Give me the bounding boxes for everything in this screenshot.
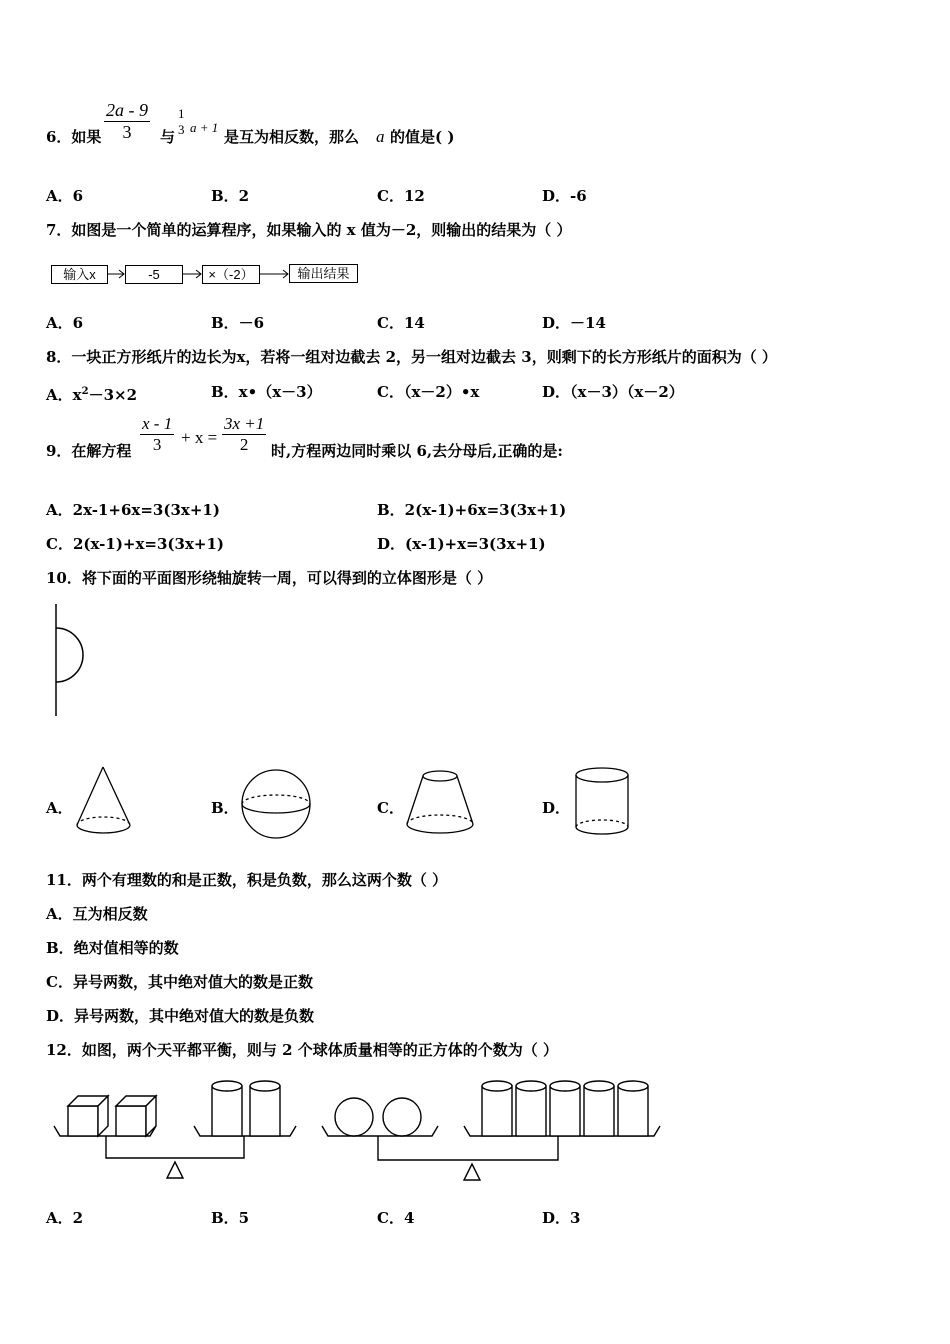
balance-scale-right bbox=[322, 1074, 672, 1184]
q11-option-a[interactable]: A．互为相反数 bbox=[46, 905, 148, 923]
q9-suffix: 时,方程两边同时乘以 6,去分母后,正确的是: bbox=[271, 442, 563, 460]
q7-stem: 7．如图是一个简单的运算程序，如果输入的 x 值为－2，则输出的结果为（ ） bbox=[46, 221, 572, 239]
q12-option-a[interactable]: A．2 bbox=[46, 1209, 84, 1227]
q7-option-c[interactable]: C．14 bbox=[377, 314, 425, 332]
q11-option-d[interactable]: D．异号两数，其中绝对值大的数是负数 bbox=[46, 1007, 315, 1025]
q6-fraction-2: 1 3 bbox=[178, 106, 185, 137]
q6-suffix: 是互为相反数，那么 bbox=[224, 128, 360, 146]
q6-option-b[interactable]: B．2 bbox=[211, 187, 250, 205]
q6-option-c[interactable]: C．12 bbox=[377, 187, 425, 205]
q10-option-b[interactable]: B． bbox=[211, 799, 239, 817]
frustum-shape bbox=[404, 767, 476, 839]
q6-option-a[interactable]: A．6 bbox=[46, 187, 84, 205]
sphere-shape bbox=[240, 768, 312, 840]
flow-box-minus5: -5 bbox=[125, 265, 183, 284]
q6-fraction-2-tail: a + 1 bbox=[190, 120, 219, 135]
q7-option-d[interactable]: D．－14 bbox=[542, 314, 606, 332]
q11-option-c[interactable]: C．异号两数，其中绝对值大的数是正数 bbox=[46, 973, 313, 991]
q9-option-c[interactable]: C．2(x-1)+x=3(3x+1) bbox=[46, 535, 225, 553]
q10-option-a[interactable]: A． bbox=[46, 799, 73, 817]
q6-end: 的值是( ) bbox=[390, 128, 455, 146]
q10-stem: 10．将下面的平面图形绕轴旋转一周，可以得到的立体图形是（ ） bbox=[46, 569, 493, 587]
q9-plus: + x = bbox=[181, 428, 218, 447]
half-circle-axis-figure bbox=[50, 604, 90, 716]
q10-option-c[interactable]: C． bbox=[377, 799, 404, 817]
q12-option-d[interactable]: D．3 bbox=[542, 1209, 581, 1227]
q6-variable: a bbox=[376, 127, 385, 146]
q9-option-b[interactable]: B．2(x-1)+6x=3(3x+1) bbox=[377, 501, 567, 519]
flow-box-times: ×（-2） bbox=[202, 265, 260, 284]
q10-option-d[interactable]: D． bbox=[542, 799, 571, 817]
balance-scale-left bbox=[54, 1074, 304, 1184]
flow-arrows bbox=[0, 264, 950, 284]
q12-option-c[interactable]: C．4 bbox=[377, 1209, 415, 1227]
q6-fraction-1: $\frac{2a - 9}{3}$ bbox=[106, 100, 148, 142]
q7-option-a[interactable]: A．6 bbox=[46, 314, 84, 332]
q7-option-b[interactable]: B．－6 bbox=[211, 314, 265, 332]
q6-prefix: 6．如果 bbox=[46, 128, 102, 146]
q11-option-b[interactable]: B．绝对值相等的数 bbox=[46, 939, 179, 957]
q12-option-b[interactable]: B．5 bbox=[211, 1209, 250, 1227]
flow-box-output: 输出结果 bbox=[289, 264, 358, 283]
q6-mid: 与 bbox=[160, 128, 176, 146]
q9-rhs-fraction: $\frac{3x +1}{2}$ bbox=[224, 414, 265, 454]
q6-option-d[interactable]: D．-6 bbox=[542, 187, 587, 205]
q8-option-a[interactable]: A．$x^2-3\times 2$ bbox=[46, 386, 138, 404]
q9-lhs-fraction: $\frac{x - 1}{3}$ bbox=[142, 414, 173, 454]
q9-prefix: 9．在解方程 bbox=[46, 442, 132, 460]
q8-option-b[interactable]: B．x•（x－3） bbox=[211, 383, 322, 401]
q12-stem: 12．如图，两个天平都平衡，则与 2 个球体质量相等的正方体的个数为（ ） bbox=[46, 1041, 558, 1059]
q11-stem: 11．两个有理数的和是正数，积是负数，那么这两个数（ ） bbox=[46, 871, 448, 889]
q8-stem: 8．一块正方形纸片的边长为x，若将一组对边截去 2，另一组对边截去 3，则剩下的长方形纸片的面积为（ ） bbox=[46, 348, 777, 366]
flow-box-input: 输入x bbox=[51, 265, 108, 284]
q9-option-d[interactable]: D．(x-1)+x=3(3x+1) bbox=[377, 535, 546, 553]
q8-option-d[interactable]: D．（x－3）（x－2） bbox=[542, 383, 684, 401]
cone-shape bbox=[74, 765, 134, 837]
q8-option-c[interactable]: C．（x－2）•x bbox=[377, 383, 480, 401]
q9-option-a[interactable]: A．2x-1+6x=3(3x+1) bbox=[46, 501, 220, 519]
cylinder-shape bbox=[574, 766, 634, 838]
